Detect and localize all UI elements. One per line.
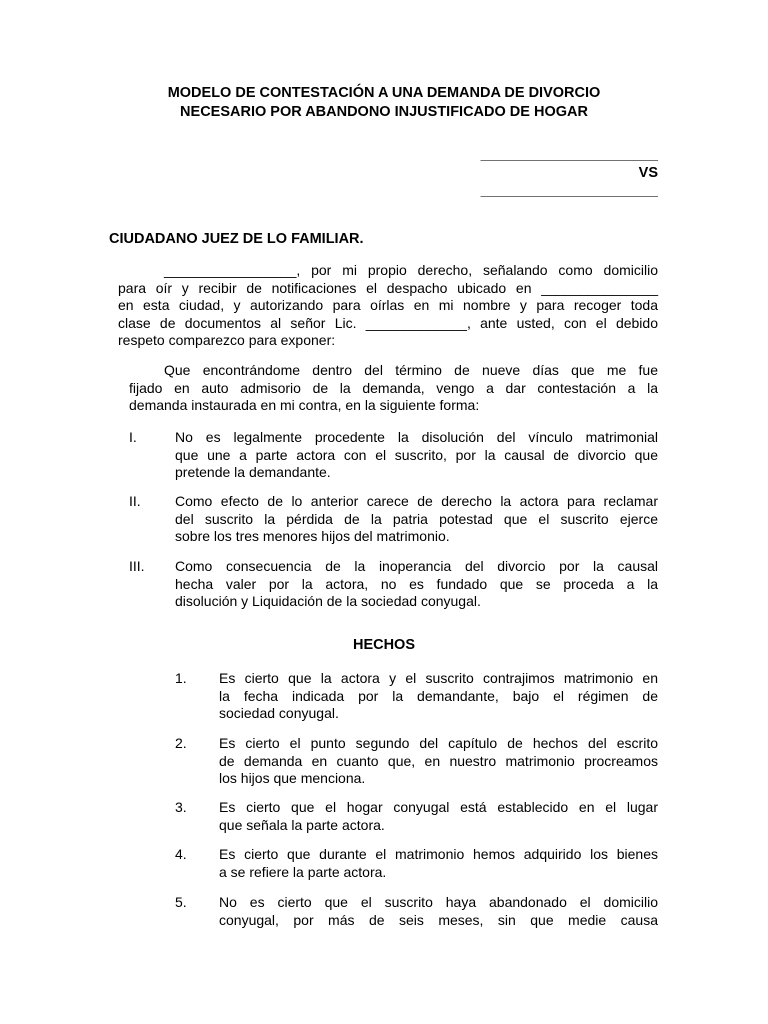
paragraph-line: para oír y recibir de notificaciones el despacho ubicado en _______________ xyxy=(118,279,658,296)
fact-line: que señala la parte actora. xyxy=(219,816,385,833)
fact-number: 2. xyxy=(175,735,187,751)
fact-line: de demanda en cuanto que, en nuestro matrimonio procreamos xyxy=(219,752,658,769)
fact-line: conyugal, por más de seis meses, sin que medie causa xyxy=(219,911,658,928)
paragraph-line: demanda instaurada en mi contra, en la siguiente forma: xyxy=(129,397,480,413)
fact-text xyxy=(219,846,658,881)
fact-line: No es cierto que el suscrito haya abandonado el domicilio xyxy=(219,894,658,910)
paragraph-line: fijado en auto admisorio de la demanda, vengo a dar contestación a la xyxy=(129,379,658,396)
paragraph-line: en esta ciudad, y autorizando para oírlas en mi nombre y para recoger toda xyxy=(118,297,658,313)
point-text xyxy=(175,493,658,546)
point-number: III. xyxy=(129,558,145,574)
point-line: del suscrito la pérdida de la patria potestad que el suscrito ejerce xyxy=(175,510,658,527)
fact-text xyxy=(219,894,658,929)
facts-heading: HECHOS xyxy=(352,637,416,653)
paragraph-line: _________________, por mi propio derecho, señalando como domicilio xyxy=(164,262,658,278)
title-line: MODELO DE CONTESTACIÓN A UNA DEMANDA DE DIVORCIO xyxy=(167,85,601,101)
fact-line: los hijos que menciona. xyxy=(219,770,366,786)
intro-paragraph xyxy=(118,262,658,350)
fact-number: 3. xyxy=(175,799,187,815)
fact-number: 1. xyxy=(175,670,187,686)
point-line: Como consecuencia de la inoperancia del divorcio por la causal xyxy=(175,558,658,574)
fact-number: 4. xyxy=(175,846,187,862)
point-line: sobre los tres menores hijos del matrimonio. xyxy=(175,528,450,544)
answer-paragraph xyxy=(129,362,658,415)
fact-line: Es cierto que durante el matrimonio hemos adquirido los bienes xyxy=(219,846,658,862)
point-line: pretende la demandante. xyxy=(175,464,331,480)
point-number: II. xyxy=(129,493,141,509)
paragraph-line: respeto comparezco para exponer: xyxy=(118,332,336,348)
fact-number: 5. xyxy=(175,894,187,910)
fact-line: sociedad conyugal. xyxy=(219,705,339,721)
party1-blank: ______________________ xyxy=(480,147,658,163)
party2-blank: ______________________ xyxy=(480,183,658,199)
fact-text xyxy=(219,735,658,788)
title-line: NECESARIO POR ABANDONO INJUSTIFICADO DE HOGAR xyxy=(180,104,588,120)
fact-line: Es cierto el punto segundo del capítulo de hechos del escrito xyxy=(219,735,658,751)
fact-text xyxy=(219,799,658,834)
fact-line: la fecha indicada por la demandante, bajo el régimen de xyxy=(219,687,658,704)
point-line: No es legalmente procedente la disolución del vínculo matrimonial xyxy=(175,429,658,445)
point-text xyxy=(175,429,658,482)
point-text xyxy=(175,558,658,611)
fact-line: Es cierto que el hogar conyugal está establecido en el lugar xyxy=(219,799,658,815)
case-header xyxy=(468,146,658,200)
point-line: disolución y Liquidación de la sociedad conyugal. xyxy=(175,593,481,609)
point-line: Como efecto de lo anterior carece de derecho la actora para reclamar xyxy=(175,493,658,509)
paragraph-line: Que encontrándome dentro del término de nueve días que me fue xyxy=(164,362,658,378)
document-title xyxy=(0,84,768,122)
fact-text xyxy=(219,670,658,723)
addressee: CIUDADANO JUEZ DE LO FAMILIAR. xyxy=(109,231,364,247)
versus-label: VS xyxy=(638,165,658,181)
fact-line: Es cierto que la actora y el suscrito contrajimos matrimonio en xyxy=(219,670,658,686)
paragraph-line: clase de documentos al señor Lic. _____________, ante usted, con el debido xyxy=(118,314,658,331)
point-line: hecha valer por la actora, no es fundado que se proceda a la xyxy=(175,575,658,592)
fact-line: a se refiere la parte actora. xyxy=(219,863,387,880)
point-line: que une a parte actora con el suscrito, por la causal de divorcio que xyxy=(175,446,658,463)
point-number: I. xyxy=(129,429,137,445)
